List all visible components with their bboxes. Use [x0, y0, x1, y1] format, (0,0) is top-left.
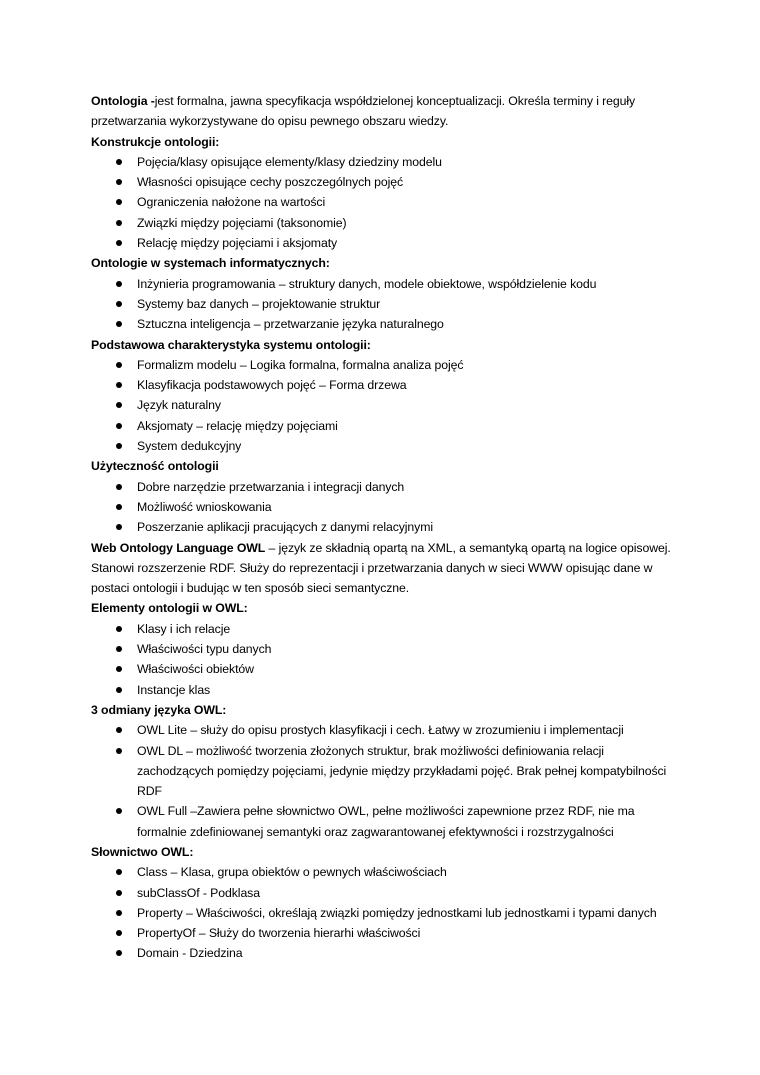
- section-heading-elementy: Elementy ontologii w OWL:: [91, 601, 248, 616]
- list-item: Własności opisujące cechy poszczególnych pojęć: [91, 172, 681, 192]
- list-item: Pojęcia/klasy opisujące elementy/klasy dziedziny modelu: [91, 152, 681, 172]
- list-item: Inżynieria programowania – struktury danych, modele obiektowe, współdzielenie kodu: [91, 274, 681, 294]
- list-item: Właściwości obiektów: [91, 659, 681, 679]
- list-item: OWL DL – możliwość tworzenia złożonych struktur, brak możliwości definiowania relacji zachodzących pomiędzy pojęciami, jedynie między przykładami pojęć. Brak pełnej kompatybilności RDF: [91, 741, 681, 802]
- list-item: Relację między pojęciami i aksjomaty: [91, 233, 681, 253]
- section-heading-systemy: Ontologie w systemach informatycznych:: [91, 256, 330, 271]
- list-item: Domain - Dziedzina: [91, 943, 681, 963]
- list-item: Związki między pojęciami (taksonomie): [91, 213, 681, 233]
- intro-paragraph: [91, 91, 681, 132]
- list-odmiany: [91, 720, 681, 842]
- list-item: Język naturalny: [91, 395, 681, 415]
- list-item: Ograniczenia nałożone na wartości: [91, 192, 681, 212]
- list-item: OWL Full –Zawiera pełne słownictwo OWL, pełne możliwości zapewnione przez RDF, nie ma formalnie zdefiniowanej semantyki oraz zagwarantowanej efektywności i rozstrzygalności: [91, 801, 681, 842]
- list-item: Aksjomaty – relację między pojęciami: [91, 416, 681, 436]
- owl-intro-term: Web Ontology Language OWL: [91, 540, 266, 555]
- owl-intro-text: – język ze składnią opartą na XML, a semantyką opartą na logice opisowej. Stanowi rozszerzenie RDF. Służy do reprezentacji i przetwarzania danych w sieci WWW opisując dane w postaci ontologii i budując w ten sposób sieci semantyczne.: [91, 540, 671, 596]
- list-item: Sztuczna inteligencja – przetwarzanie języka naturalnego: [91, 314, 681, 334]
- list-item: Klasy i ich relacje: [91, 619, 681, 639]
- list-item: Instancje klas: [91, 680, 681, 700]
- owl-intro-paragraph: [91, 538, 681, 599]
- list-item: Formalizm modelu – Logika formalna, formalna analiza pojęć: [91, 355, 681, 375]
- intro-term: Ontologia -: [91, 94, 155, 108]
- list-item: Klasyfikacja podstawowych pojęć – Forma drzewa: [91, 375, 681, 395]
- list-item: Możliwość wnioskowania: [91, 497, 681, 517]
- section-heading-konstrukcje: Konstrukcje ontologii:: [91, 134, 220, 149]
- list-item: subClassOf - Podklasa: [91, 883, 681, 903]
- list-uzytecznosc: [91, 477, 681, 538]
- document-page: [91, 91, 681, 964]
- list-item: OWL Lite – służy do opisu prostych klasyfikacji i cech. Łatwy w zrozumieniu i implementacji: [91, 720, 681, 740]
- list-elementy: [91, 619, 681, 700]
- list-slownictwo: [91, 862, 681, 963]
- list-item: Właściwości typu danych: [91, 639, 681, 659]
- list-item: Systemy baz danych – projektowanie struktur: [91, 294, 681, 314]
- list-konstrukcje: [91, 152, 681, 253]
- list-charakterystyka: [91, 355, 681, 456]
- section-heading-charakterystyka: Podstawowa charakterystyka systemu ontologii:: [91, 337, 371, 352]
- intro-text: jest formalna, jawna specyfikacja współdzielonej konceptualizacji. Określa terminy i reguły przetwarzania wykorzystywane do opisu pewnego obszaru wiedzy.: [91, 94, 636, 129]
- list-item: System dedukcyjny: [91, 436, 681, 456]
- section-heading-odmiany: 3 odmiany języka OWL:: [91, 702, 227, 717]
- section-heading-uzytecznosc: Użyteczność ontologii: [91, 459, 219, 474]
- list-item: Dobre narzędzie przetwarzania i integracji danych: [91, 477, 681, 497]
- list-item: Class – Klasa, grupa obiektów o pewnych właściwościach: [91, 862, 681, 882]
- list-item: Poszerzanie aplikacji pracujących z danymi relacyjnymi: [91, 517, 681, 537]
- list-item: Property – Właściwości, określają związki pomiędzy jednostkami lub jednostkami i typami danych: [91, 903, 681, 923]
- list-item: PropertyOf – Służy do tworzenia hierarhi właściwości: [91, 923, 681, 943]
- section-heading-slownictwo: Słownictwo OWL:: [91, 844, 194, 859]
- list-systemy: [91, 274, 681, 335]
